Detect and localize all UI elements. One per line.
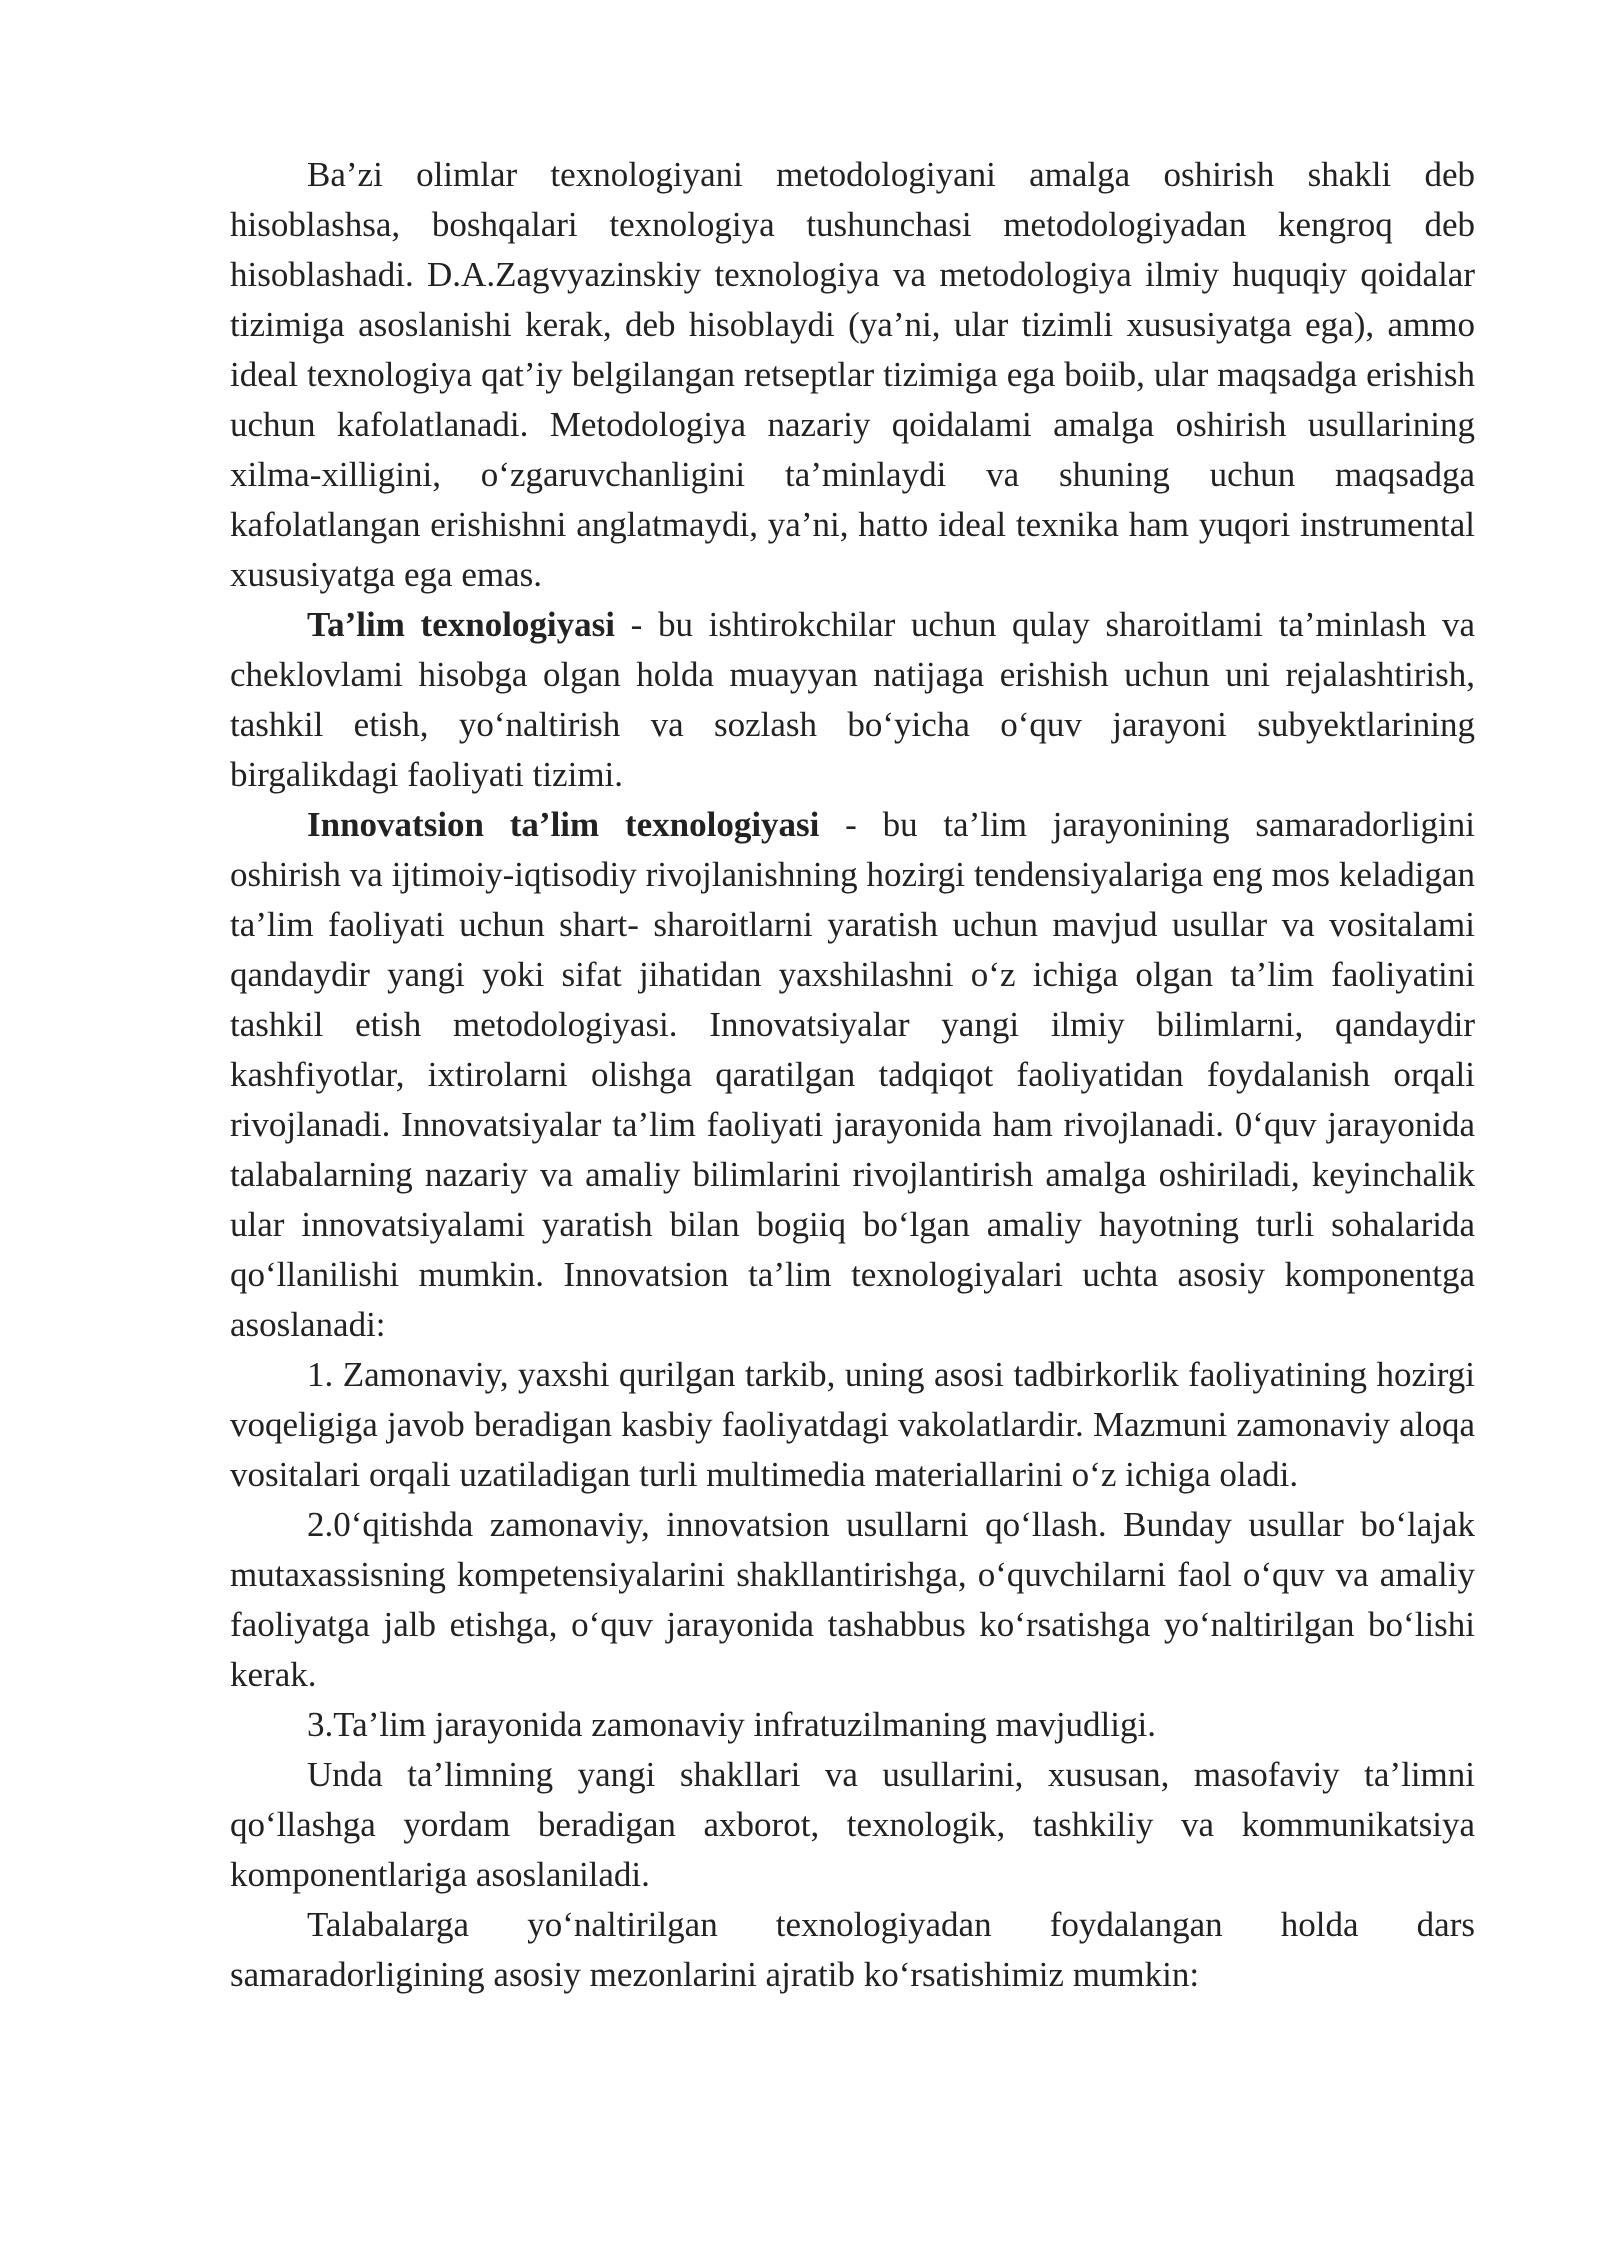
term-innovative-technology: Innovatsion ta’lim texnologiyasi (307, 805, 820, 844)
paragraph-criteria (230, 1900, 1475, 2000)
paragraph-infrastructure (230, 1750, 1475, 1900)
paragraph-text: - bu ishtirokchilar uchun qulay sharoitlami ta’minlash va cheklovlami hisobga olgan holda muayyan natijaga erishish uchun uni rejalashtirish, tashkil etish, yo‘naltirish va sozlash bo‘yicha o‘quv jarayoni subyektlarining birgalikdagi faoliyati tizimi. (230, 605, 1476, 794)
list-item-1 (230, 1350, 1475, 1500)
paragraph-education-technology (230, 600, 1475, 800)
paragraph-methodology (230, 150, 1475, 600)
term-education-technology: Ta’lim texnologiyasi (307, 605, 615, 644)
paragraph-text: Ba’zi olimlar texnologiyani metodologiyani amalga oshirish shakli deb hisoblashsa, boshqalari texnologiya tushunchasi metodologiyadan kengroq deb hisoblashadi. D.A.Zagvyazinskiy texnologiya va metodologiya ilmiy huquqiy qoidalar tizimiga asoslanishi kerak, deb hisoblaydi (ya’ni, ular tizimli xususiyatga ega), ammo ideal texnologiya qat’iy belgilangan retseptlar tizimiga ega boiib, ular maqsadga erishish uchun kafolatlanadi. Metodologiya nazariy qoidalami amalga oshirish usullarining xilma-xilligini, o‘zgaruvchanligini ta’minlaydi va shuning uchun maqsadga kafolatlangan erishishni anglatmaydi, ya’ni, hatto ideal texnika ham yuqori instrumental xususiyatga ega emas. (230, 155, 1475, 594)
document-page (230, 150, 1475, 2000)
list-item-2 (230, 1500, 1475, 1700)
paragraph-text: 3.Ta’lim jarayonida zamonaviy infratuzilmaning mavjudligi. (307, 1705, 1156, 1744)
paragraph-text: - bu ta’lim jarayonining samaradorligini oshirish va ijtimoiy-iqtisodiy rivojlanishning hozirgi tendensiyalariga eng mos keladigan ta’lim faoliyati uchun shart- sharoitlarni yaratish uchun mavjud usullar va vositalami qandaydir yangi yoki sifat jihatidan yaxshilashni o‘z ichiga olgan ta’lim faoliyatini tashkil etish metodologiyasi. Innovatsiyalar yangi ilmiy bilimlarni, qandaydir kashfiyotlar, ixtirolarni olishga qaratilgan tadqiqot faoliyatidan foydalanish orqali rivojlanadi. Innovatsiyalar ta’lim faoliyati jarayonida ham rivojlanadi. 0‘quv jarayonida talabalarning nazariy va amaliy bilimlarini rivojlantirish amalga oshiriladi, keyinchalik ular innovatsiyalami yaratish bilan bogiiq bo‘lgan amaliy hayotning turli sohalarida qo‘llanilishi mumkin. Innovatsion ta’lim texnologiyalari uchta asosiy komponentga asoslanadi: (230, 805, 1475, 1344)
paragraph-text: 1. Zamonaviy, yaxshi qurilgan tarkib, uning asosi tadbirkorlik faoliyatining hozirgi voqeligiga javob beradigan kasbiy faoliyatdagi vakolatlardir. Mazmuni zamonaviy aloqa vositalari orqali uzatiladigan turli multimedia materiallarini o‘z ichiga oladi. (230, 1355, 1475, 1494)
paragraph-text: Talabalarga yo‘naltirilgan texnologiyadan foydalangan holda dars samaradorligining asosiy mezonlarini ajratib ko‘rsatishimiz mumkin: (230, 1905, 1475, 1994)
paragraph-text: 2.0‘qitishda zamonaviy, innovatsion usullarni qo‘llash. Bunday usullar bo‘lajak mutaxassisning kompetensiyalarini shakllantirishga, o‘quvchilarni faol o‘quv va amaliy faoliyatga jalb etishga, o‘quv jarayonida tashabbus ko‘rsatishga yo‘naltirilgan bo‘lishi kerak. (230, 1505, 1475, 1694)
paragraph-text: Unda ta’limning yangi shakllari va usullarini, xususan, masofaviy ta’limni qo‘llashga yordam beradigan axborot, texnologik, tashkiliy va kommunikatsiya komponentlariga asoslaniladi. (230, 1755, 1475, 1894)
list-item-3 (230, 1700, 1475, 1750)
paragraph-innovative-technology (230, 800, 1475, 1350)
